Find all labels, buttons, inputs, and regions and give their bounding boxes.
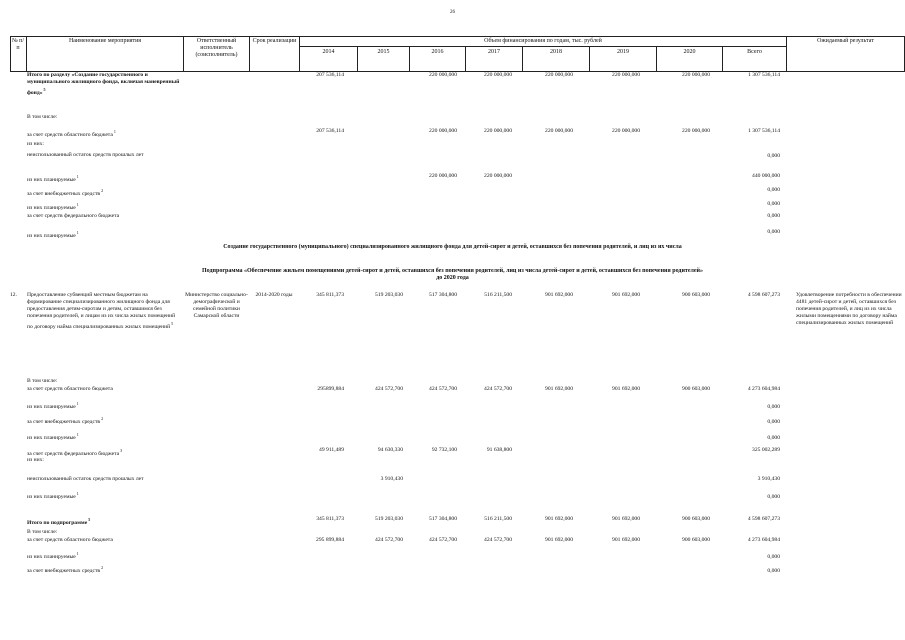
breakdown-row-label: из них планируемые $^1$ xyxy=(27,202,79,211)
value-cell: 91 638,800 xyxy=(486,447,512,453)
header-year: 2015 xyxy=(377,49,390,55)
breakdown-row-label: из них: xyxy=(27,457,44,463)
value-cell: 220 000,000 xyxy=(612,72,640,78)
header-executor: Ответственный исполнитель (соисполнитель) xyxy=(195,38,238,58)
header-year: 2017 xyxy=(488,49,500,55)
value-cell: 1 307 536,114 xyxy=(748,72,780,78)
value-cell: 4 273 604,984 xyxy=(747,537,780,543)
header-name: Наименование мероприятия xyxy=(68,38,142,44)
value-cell: 0,000 xyxy=(767,153,780,159)
header-year: 2018 xyxy=(550,49,562,55)
value-cell: 345 811,373 xyxy=(316,292,344,298)
header-year: Всего xyxy=(747,49,762,55)
value-cell: 424 572,700 xyxy=(484,537,512,543)
value-cell: 220 000,000 xyxy=(682,72,710,78)
value-cell: 424 572,700 xyxy=(375,386,403,392)
value-cell: 1 307 536,114 xyxy=(748,128,780,134)
value-cell: 900 603,000 xyxy=(682,537,710,543)
value-cell: 220 000,000 xyxy=(484,128,512,134)
value-cell: 901 692,000 xyxy=(612,516,640,522)
breakdown-row-label: за счет внебюджетных средств $^2$ xyxy=(27,188,104,197)
value-cell: 440 000,000 xyxy=(752,173,780,179)
value-cell: 220 000,000 xyxy=(429,128,457,134)
breakdown-row-label: за счет средств областного бюджета xyxy=(27,386,113,392)
value-cell: 207 536,114 xyxy=(316,72,344,78)
breakdown-row-label: из них: xyxy=(27,141,44,147)
value-cell: 3 910,430 xyxy=(757,476,780,482)
section-heading: Создание государственного (муниципального) специализированного жилищного фонда для детей-сирот и детей, оставшихся без попечения родителей, и лиц из их числа xyxy=(223,244,682,250)
item-number: 12. xyxy=(10,292,17,298)
value-cell: 424 572,700 xyxy=(375,537,403,543)
including-label: В том числе: xyxy=(27,529,58,535)
value-cell: 345 811,373 xyxy=(316,516,344,522)
header-year: 2019 xyxy=(617,49,629,55)
item-executor: Министерство социально-демографической и семейной политики Самарской области xyxy=(185,292,248,319)
value-cell: 424 572,700 xyxy=(484,386,512,392)
value-cell: 325 002,289 xyxy=(752,447,780,453)
value-cell: 900 603,000 xyxy=(682,386,710,392)
value-cell: 900 603,000 xyxy=(682,292,710,298)
breakdown-row-label: за счет средств областного бюджета $^1$ xyxy=(27,129,116,138)
section-total-title: Итого по разделу «Создание государственного и муниципального жилищного фонда, включая маневренный фонд» $^5$ xyxy=(27,72,180,96)
value-cell: 220 000,000 xyxy=(545,72,573,78)
breakdown-row-label: за счет внебюджетных средств $^2$ xyxy=(27,416,104,425)
value-cell: 0,000 xyxy=(767,419,780,425)
value-cell: 220 000,000 xyxy=(484,72,512,78)
value-cell: 0,000 xyxy=(767,404,780,410)
value-cell: 517 304,800 xyxy=(429,516,457,522)
breakdown-row-label: из них планируемые $^1$ xyxy=(27,432,79,441)
value-cell: 516 211,500 xyxy=(484,292,512,298)
value-cell: 0,000 xyxy=(767,568,780,574)
page-number: 26 xyxy=(450,10,455,15)
value-cell: 49 911,489 xyxy=(319,447,344,453)
header-year: 2016 xyxy=(431,49,444,55)
header-year: 2014 xyxy=(322,49,335,55)
item-term: 2014-2020 годы xyxy=(255,292,293,298)
value-cell: 901 692,000 xyxy=(612,386,640,392)
value-cell: 220 000,000 xyxy=(682,128,710,134)
breakdown-row-label: неиспользованный остаток средств прошлых лет xyxy=(27,152,144,158)
header-volume: Объем финансирования по годам, тыс. рублей xyxy=(484,38,602,44)
value-cell: 220 000,000 xyxy=(545,128,573,134)
header-num: № п/п xyxy=(11,38,25,51)
value-cell: 92 732,100 xyxy=(431,447,457,453)
value-cell: 0,000 xyxy=(767,201,780,207)
value-cell: 295 899,884 xyxy=(316,537,344,543)
breakdown-row-label: за счет внебюджетных средств $^2$ xyxy=(27,565,104,574)
breakdown-row-label: из них планируемые $^1$ xyxy=(27,401,79,410)
value-cell: 516 211,500 xyxy=(484,516,512,522)
breakdown-row-label: за счет средств федерального бюджета $^3$ xyxy=(27,448,123,457)
header-term: Срок реализации xyxy=(252,38,297,44)
including-label: В том числе: xyxy=(27,378,58,384)
value-cell: 0,000 xyxy=(767,213,780,219)
value-cell: 220 000,000 xyxy=(612,128,640,134)
value-cell: 424 572,700 xyxy=(429,537,457,543)
value-cell: 901 692,000 xyxy=(612,537,640,543)
breakdown-row-label: из них планируемые $^1$ xyxy=(27,551,79,560)
value-cell: 519 203,030 xyxy=(375,292,403,298)
breakdown-row-label: за счет средств федерального бюджета xyxy=(27,213,120,219)
including-label: В том числе: xyxy=(27,114,58,120)
value-cell: 0,000 xyxy=(767,435,780,441)
value-cell: 4 273 604,984 xyxy=(747,386,780,392)
value-cell: 901 692,000 xyxy=(545,386,573,392)
header-year: 2020 xyxy=(683,49,696,55)
value-cell: 517 304,800 xyxy=(429,292,457,298)
value-cell: 424 572,700 xyxy=(429,386,457,392)
value-cell: 94 630,330 xyxy=(377,447,403,453)
header-result: Ожидаемый результат xyxy=(817,38,874,44)
value-cell: 901 692,000 xyxy=(545,292,573,298)
subprogram-total-title: Итого по подпрограмме $^5$ xyxy=(27,517,91,526)
breakdown-row-label: неиспользованный остаток средств прошлых лет xyxy=(27,476,144,482)
value-cell: 0,000 xyxy=(767,229,780,235)
value-cell: 519 203,030 xyxy=(375,516,403,522)
value-cell: 901 692,000 xyxy=(612,292,640,298)
value-cell: 207 536,114 xyxy=(316,128,344,134)
value-cell: 4 598 607,273 xyxy=(747,292,780,298)
item-expected-result: Удовлетворение потребности в обеспечении 4481 детей-сирот и детей, оставшихся без попечения родителей, и лиц из их числа жилыми помещениями по договору найма специализированных жилых помещений xyxy=(796,292,902,326)
value-cell: 220 000,000 xyxy=(429,173,457,179)
item-name: Предоставление субвенций местным бюджетам на формирование специализированного жилищного фонда для предоставления детям-сиротам и детям, оставшимся без попечения родителей, и лицам из их числа жилых помещений по договору найма специализированных жилых помещений $^5$ xyxy=(27,292,176,330)
value-cell: 0,000 xyxy=(767,187,780,193)
breakdown-row-label: из них планируемые $^1$ xyxy=(27,491,79,500)
value-cell: 3 910,430 xyxy=(380,476,403,482)
value-cell: 901 692,000 xyxy=(545,516,573,522)
breakdown-row-label: из них планируемые $^1$ xyxy=(27,174,79,183)
breakdown-row-label: из них планируемые $^1$ xyxy=(27,230,79,239)
value-cell: 0,000 xyxy=(767,494,780,500)
breakdown-row-label: за счет средств областного бюджета xyxy=(27,537,113,543)
value-cell: 220 000,000 xyxy=(484,173,512,179)
value-cell: 4 598 607,273 xyxy=(747,516,780,522)
value-cell: 900 603,000 xyxy=(682,516,710,522)
value-cell: 295899,884 xyxy=(317,386,344,392)
value-cell: 220 000,000 xyxy=(429,72,457,78)
value-cell: 901 692,000 xyxy=(545,537,573,543)
value-cell: 0,000 xyxy=(767,554,780,560)
subprogram-heading: Подпрограмма «Обеспечение жильем помещениями детей-сирот и детей, оставшихся без попечения родителей, лиц из числа детей-сирот и детей, оставшихся без попечения родителей» до 2020 года xyxy=(202,268,703,281)
